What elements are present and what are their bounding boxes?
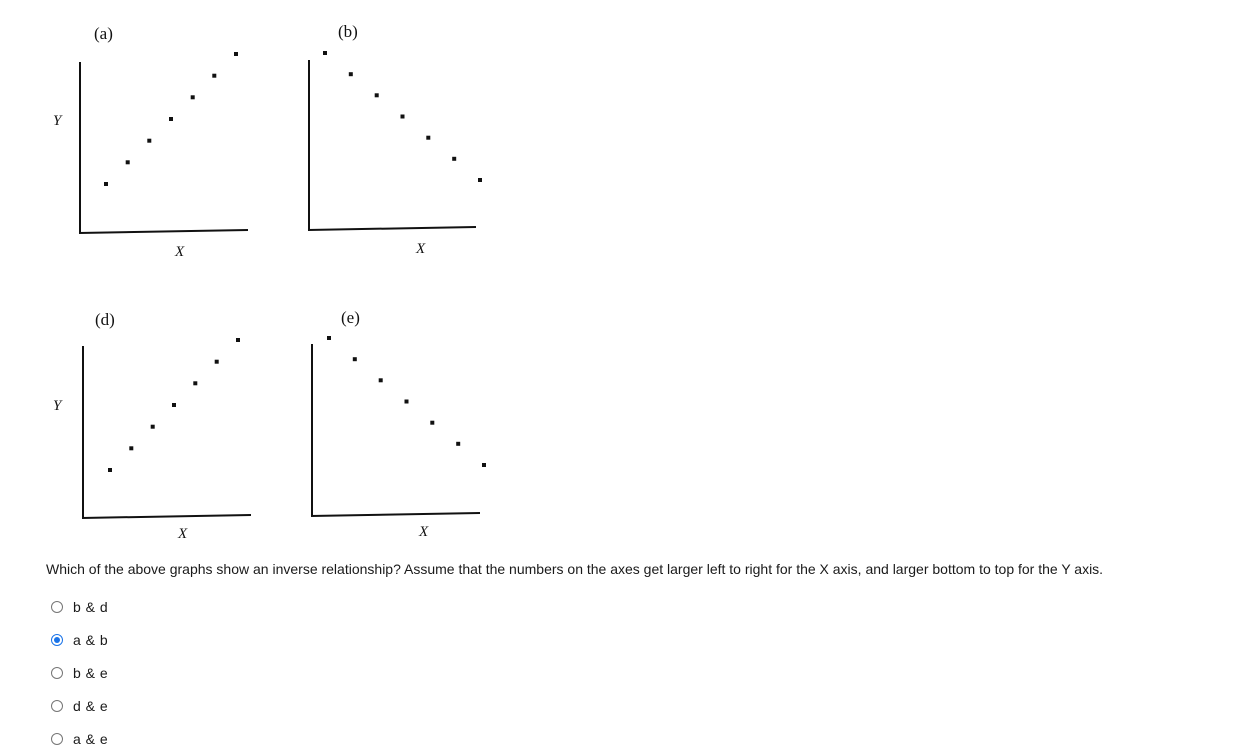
radio-button[interactable] bbox=[51, 733, 63, 745]
data-point bbox=[323, 51, 327, 55]
data-point bbox=[126, 160, 130, 164]
x-axis-e bbox=[311, 513, 480, 516]
data-point bbox=[212, 74, 216, 78]
x-axis-label-a: X bbox=[175, 244, 185, 260]
data-point bbox=[430, 421, 434, 425]
data-point bbox=[169, 117, 173, 121]
data-points-b bbox=[323, 51, 482, 182]
option-label: b & e bbox=[73, 664, 109, 681]
data-point bbox=[349, 72, 353, 76]
y-axis-label-top: Y bbox=[53, 113, 62, 129]
x-axis-label-d: X bbox=[178, 526, 188, 542]
data-point bbox=[478, 178, 482, 182]
data-point bbox=[401, 115, 405, 119]
option-a-and-e[interactable] bbox=[51, 722, 108, 755]
data-point bbox=[172, 403, 176, 407]
y-axis-label-bottom: Y bbox=[53, 398, 62, 414]
graph-panel-e bbox=[311, 308, 486, 540]
data-point bbox=[215, 360, 219, 364]
data-point bbox=[482, 463, 486, 467]
data-point bbox=[147, 139, 151, 143]
data-point bbox=[327, 336, 331, 340]
x-axis-d bbox=[82, 515, 251, 518]
radio-button[interactable] bbox=[51, 634, 63, 646]
data-point bbox=[452, 157, 456, 161]
x-axis-a bbox=[79, 230, 248, 233]
data-points-e bbox=[327, 336, 486, 467]
option-a-and-b[interactable] bbox=[51, 623, 108, 656]
option-b-and-e[interactable] bbox=[51, 656, 108, 689]
scatter-graphs-figure bbox=[0, 0, 520, 550]
radio-button[interactable] bbox=[51, 601, 63, 613]
radio-button[interactable] bbox=[51, 700, 63, 712]
panel-label-d: (d) bbox=[95, 310, 115, 329]
data-point bbox=[151, 425, 155, 429]
x-axis-b bbox=[308, 227, 476, 230]
data-point bbox=[191, 95, 195, 99]
panel-label-b: (b) bbox=[338, 22, 358, 41]
question-text: Which of the above graphs show an inverse relationship? Assume that the numbers on the axes get larger left to right for the X axis, and larger bottom to top for the Y axis. bbox=[46, 561, 1104, 577]
data-point bbox=[405, 400, 409, 404]
graph-panel-a bbox=[79, 24, 248, 260]
data-point bbox=[104, 182, 108, 186]
data-point bbox=[193, 381, 197, 385]
data-point bbox=[379, 378, 383, 382]
panel-label-e: (e) bbox=[341, 308, 360, 327]
data-point bbox=[129, 446, 133, 450]
data-points-d bbox=[108, 338, 240, 472]
data-point bbox=[375, 93, 379, 97]
graph-panel-d bbox=[82, 310, 251, 542]
panel-label-a: (a) bbox=[94, 24, 113, 43]
data-point bbox=[353, 357, 357, 361]
option-label: a & e bbox=[73, 730, 109, 747]
data-point bbox=[456, 442, 460, 446]
x-axis-label-b: X bbox=[416, 241, 426, 257]
data-point bbox=[426, 136, 430, 140]
option-label: b & d bbox=[73, 598, 109, 615]
data-point bbox=[236, 338, 240, 342]
option-b-and-d[interactable] bbox=[51, 590, 108, 623]
option-label: a & b bbox=[73, 631, 109, 648]
radio-button[interactable] bbox=[51, 667, 63, 679]
data-point bbox=[234, 52, 238, 56]
option-d-and-e[interactable] bbox=[51, 689, 108, 722]
answer-options bbox=[51, 590, 108, 755]
option-label: d & e bbox=[73, 697, 109, 714]
data-point bbox=[108, 468, 112, 472]
graph-panel-b bbox=[308, 22, 482, 257]
x-axis-label-e: X bbox=[419, 524, 429, 540]
data-points-a bbox=[104, 52, 238, 186]
